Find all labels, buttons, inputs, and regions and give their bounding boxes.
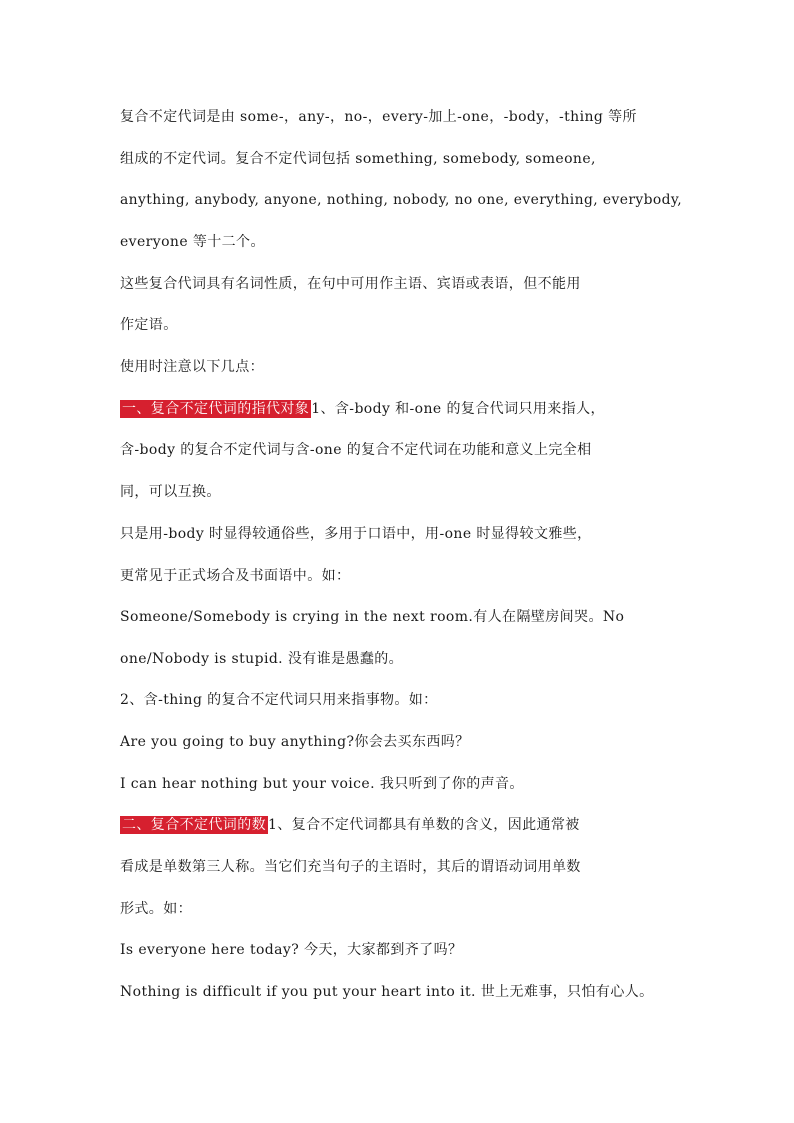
paragraph-line: 含-body 的复合不定代词与含-one 的复合不定代词在功能和意义上完全相 xyxy=(120,442,592,458)
section1-heading: 一、复合不定代词的指代对象 xyxy=(122,401,310,417)
example-line: one/Nobody is stupid. 没有谁是愚蠢的。 xyxy=(120,651,404,667)
paragraph-line: 看成是单数第三人称。当它们充当句子的主语时，其后的谓语动词用单数 xyxy=(120,859,581,875)
paragraph-line: everyone 等十二个。 xyxy=(120,234,265,250)
paragraph-line: 2、含-thing 的复合不定代词只用来指事物。如： xyxy=(120,692,438,708)
paragraph-line: 组成的不定代词。复合不定代词包括 something, somebody, someone, xyxy=(120,151,596,167)
section1-first-line xyxy=(120,399,680,419)
section2-first-line-text: 1、复合不定代词都具有单数的含义，因此通常被 xyxy=(268,817,580,833)
section2-heading: 二、复合不定代词的数 xyxy=(122,817,266,833)
paragraph-line: 形式。如： xyxy=(120,901,192,917)
example-line: Someone/Somebody is crying in the next room.有人在隔壁房间哭。No xyxy=(120,609,625,625)
paragraph-line: 同，可以互换。 xyxy=(120,484,221,500)
paragraph-line: 只是用-body 时显得较通俗些，多用于口语中，用-one 时显得较文雅些， xyxy=(120,526,592,542)
paragraph-line: 更常见于正式场合及书面语中。如： xyxy=(120,568,351,584)
section1-first-line-text: 1、含-body 和-one 的复合代词只用来指人， xyxy=(311,401,605,417)
example-line: Are you going to buy anything?你会去买东西吗？ xyxy=(120,734,470,750)
example-line: I can hear nothing but your voice. 我只听到了你的声音。 xyxy=(120,776,524,792)
paragraph-line: anything, anybody, anyone, nothing, nobody, no one, everything, everybody, xyxy=(120,192,683,208)
example-line: Is everyone here today? 今天，大家都到齐了吗？ xyxy=(120,942,463,958)
paragraph-line: 使用时注意以下几点： xyxy=(120,359,264,375)
example-line: Nothing is difficult if you put your heart into it. 世上无难事，只怕有心人。 xyxy=(120,984,654,1000)
section2-first-line xyxy=(120,815,680,835)
paragraph-line: 作定语。 xyxy=(120,317,178,333)
paragraph-line: 复合不定代词是由 some-，any-，no-，every-加上-one，-body，-thing 等所 xyxy=(120,109,637,125)
paragraph-line: 这些复合代词具有名词性质，在句中可用作主语、宾语或表语，但不能用 xyxy=(120,276,581,292)
